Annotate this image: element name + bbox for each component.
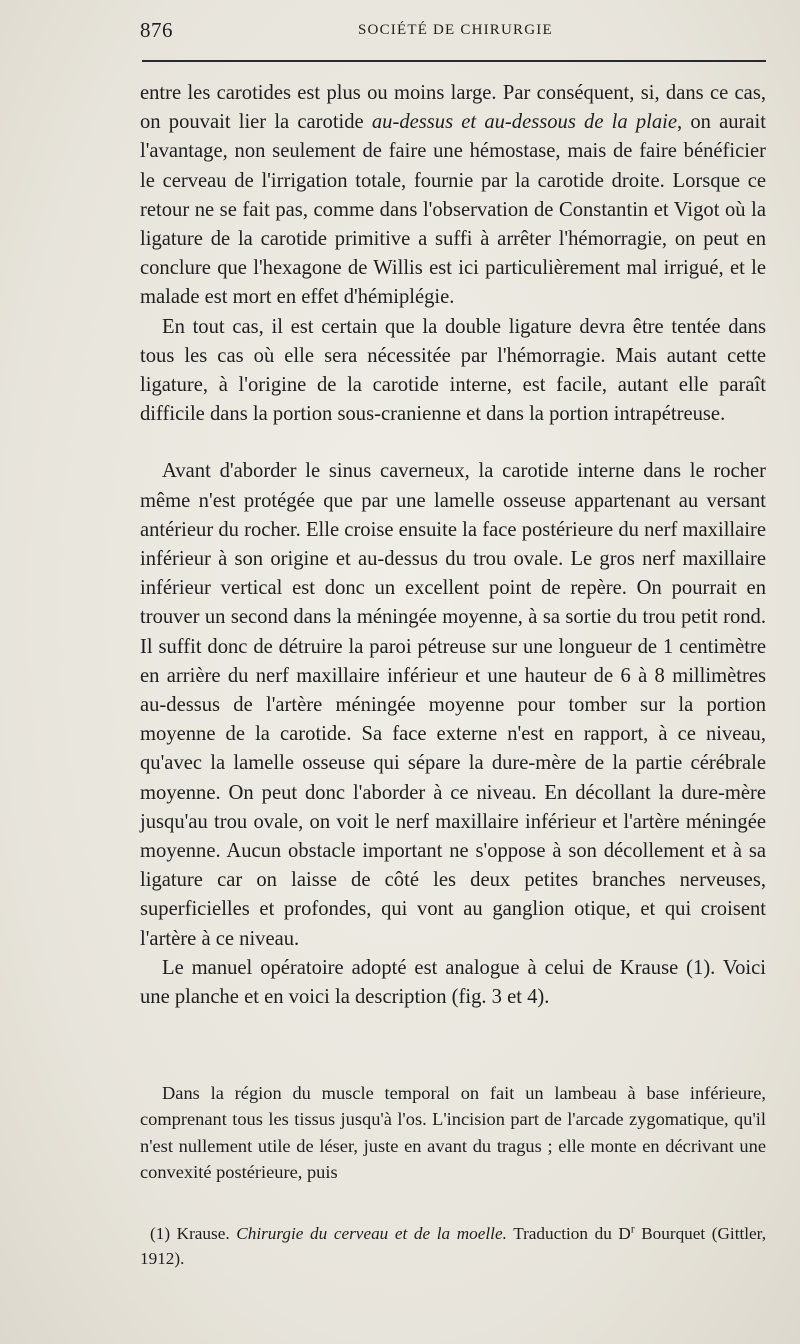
page-header [140, 16, 774, 46]
main-text [140, 79, 766, 1012]
running-head: SOCIÉTÉ DE CHIRURGIE [358, 22, 553, 38]
footnote-title: Chirurgie du cerveau et de la moelle. [236, 1224, 507, 1243]
italic-text-run: au-dessus et au-dessous de la plaie [371, 111, 678, 134]
paragraph: Dans la région du muscle temporal on fait un lambeau à base inférieure, comprenant tous les tissus jusqu'à l'os. L'incision part de l'arcade zygomatique, qu'il n'est nullement utile de léser, juste en avant du tragus ; elle monte en décrivant une convexité postérieure, puis [140, 1083, 766, 1183]
footnote-marker: (1) Krause. [150, 1224, 237, 1243]
text-run: , on aurait l'avantage, non seulement de faire une hémostase, mais de faire bénéficier le cerveau de l'irrigation totale, fournie par la carotide droite. Lorsque ce retour ne se fait pas, comme dans l'observation de Constantin et Vigot où la ligature de la carotide primitive a suffi à arrêter l'hémorragie, on peut en conclure que l'hexagone de Willis est ici particulièrement mal irrigué, et le malade est mort en effet d'hémiplégie. [140, 111, 766, 309]
small-print-text [140, 1080, 766, 1186]
paragraph: Le manuel opératoire adopté est analogue à celui de Krause (1). Voici une planche et en voici la description (fig. 3 et 4). [140, 956, 766, 1009]
page-number: 876 [140, 18, 173, 42]
text-run: Traduction du D [506, 1224, 631, 1243]
paragraph: Avant d'aborder le sinus caverneux, la carotide interne dans le rocher même n'est protégée que par une lamelle osseuse appartenant au versant antérieur du rocher. Elle croise ensuite la face postérieure du nerf maxillaire inférieur à son origine et au-dessus du trou ovale. Le gros nerf maxillaire inférieur vertical est donc un excellent point de repère. On pourrait en trouver un second dans la méningée moyenne, à sa sortie du trou petit rond. Il suffit donc de détruire la paroi pétreuse sur une longueur de 1 centimètre en arrière du nerf maxillaire inférieur et une hauteur de 6 à 8 millimètres au-dessus de l'artère méningée moyenne pour tomber sur la portion moyenne de la carotide. Sa face externe n'est en rapport, à ce niveau, qu'avec la lamelle osseuse qui sépare la dure-mère de la partie cérébrale moyenne. On peut donc l'aborder à ce niveau. En décollant la dure-mère jusqu'au trou ovale, on voit le nerf maxillaire inférieur et l'artère méningée moyenne. Aucun obstacle important ne s'oppose à son décollement et à sa ligature car on laisse de côté les deux petites branches nerveuses, superficielles et profondes, qui vont au ganglion otique, et qui croisent l'artère à ce niveau. [140, 460, 766, 950]
superscript: r [630, 1223, 635, 1236]
footnote [140, 1222, 766, 1271]
paragraph [140, 79, 766, 313]
paragraph: En tout cas, il est certain que la double ligature devra être tentée dans tous les cas où elle sera nécessitée par l'hémorragie. Mais autant cette ligature, à l'origine de la carotide interne, est facile, autant elle paraît difficile dans la portion sous-cranienne et dans la portion intrapétreuse. [140, 315, 766, 426]
paragraph-gap [140, 429, 766, 457]
text-run: entre les carotides est plus ou moins large. Par conséquent, si, dans ce cas, on pouvait lier la carotide [140, 82, 766, 134]
header-rule [142, 60, 766, 62]
text-run: Bourquet (Gittler, 1912). [140, 1224, 766, 1268]
footnote-text [140, 1222, 766, 1271]
